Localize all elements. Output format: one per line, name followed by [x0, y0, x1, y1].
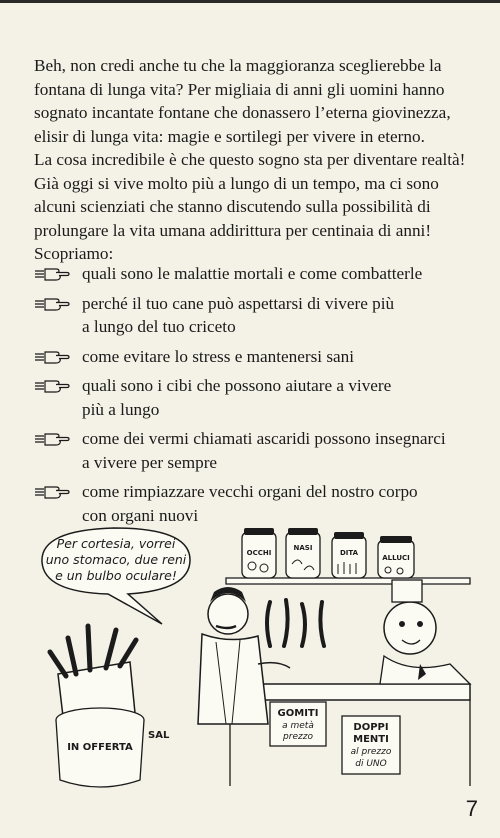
list-item-text: quali sono le malattie mortali e come combatterle [82, 264, 423, 283]
paragraph-line: Scopriamo: [34, 244, 114, 263]
pointing-hand-icon [34, 265, 70, 283]
jar-nasi [286, 528, 320, 578]
paragraph-line: sognato incantate fontane che donassero l’eterna giovinezza, [34, 103, 451, 122]
pointing-hand-icon [34, 430, 70, 448]
paragraph-line: La cosa incredibile è che questo sogno sta per diventare realtà! [34, 150, 466, 169]
jar-label: NASI [293, 544, 313, 552]
shopkeeper [380, 580, 470, 684]
sign-line: prezzo [283, 732, 313, 742]
paragraph-line: alcuni scienziati che stanno discutendo sulla possibilità di [34, 197, 431, 216]
paragraph-line: Beh, non credi anche tu che la maggioranza sceglierebbe la [34, 56, 442, 75]
paragraph-line: elisir di lunga vita: magie e sortilegi per vivere in eterno. [34, 126, 425, 146]
speech-line: Per cortesia, vorrei [56, 536, 176, 551]
list-item-text: come evitare lo stress e mantenersi sani [82, 346, 355, 366]
speech-line: e un bulbo oculare! [55, 568, 177, 583]
pointing-hand-icon [34, 295, 70, 313]
paragraph-line: fontana di lunga vita? Per migliaia di anni gli uomini hanno [34, 79, 445, 99]
paragraph-line: Già oggi si vive molto più a lungo di un tempo, ma ci sono [34, 173, 439, 193]
sign-doppi-menti [342, 716, 400, 774]
sign-line: GOMITI [277, 708, 319, 719]
list-item-text: come dei vermi chiamati ascaridi possono insegnarci [82, 429, 446, 448]
page-number: 7 [465, 796, 478, 821]
list-item-text: quali sono i cibi che possono aiutare a vivere [82, 376, 392, 395]
pointing-hand-icon [34, 377, 70, 395]
jar-label: OCCHI [246, 549, 272, 557]
list-item [34, 480, 480, 527]
jar-label: ALLUCI [382, 554, 410, 562]
list-item [34, 345, 480, 369]
pointing-hand-icon [34, 348, 70, 366]
topic-list [34, 262, 480, 533]
top-edge [0, 0, 500, 3]
sign-line: di UNO [355, 759, 387, 769]
sign-line: MENTI [353, 734, 389, 745]
intro-paragraph [34, 54, 480, 266]
jar-alluci [378, 536, 414, 578]
speech-line: uno stomaco, due reni [45, 552, 187, 567]
sign-line: a metà [282, 721, 314, 731]
offer-barrel [56, 708, 144, 787]
barrel-label: IN OFFERTA [67, 742, 133, 753]
list-item-text: come rimpiazzare vecchi organi del nostro corpo [82, 482, 418, 501]
list-item-text: con organi nuovi [82, 505, 199, 525]
list-item [34, 292, 480, 339]
list-item-text: perché il tuo cane può aspettarsi di vivere più [82, 293, 395, 313]
jar-occhi [242, 528, 276, 578]
basket-label: SAL [148, 730, 170, 741]
paragraph-line: prolungare la vita umana addirittura per centinaia di anni! [34, 220, 432, 240]
speech-bubble [42, 528, 190, 624]
sign-line: DOPPI [353, 722, 389, 733]
list-item-text: più a lungo [82, 399, 160, 419]
list-item [34, 427, 480, 474]
list-item-text: a vivere per sempre [82, 452, 218, 472]
sign-line: al prezzo [350, 747, 392, 757]
jar-dita [332, 532, 366, 578]
shelf [226, 528, 470, 584]
jar-label: DITA [339, 549, 359, 557]
sign-gomiti [270, 702, 326, 746]
list-item-text: a lungo del tuo criceto [82, 317, 236, 336]
pointing-hand-icon [34, 483, 70, 501]
list-item [34, 374, 480, 421]
cartoon-illustration [30, 524, 480, 794]
list-item [34, 262, 480, 286]
